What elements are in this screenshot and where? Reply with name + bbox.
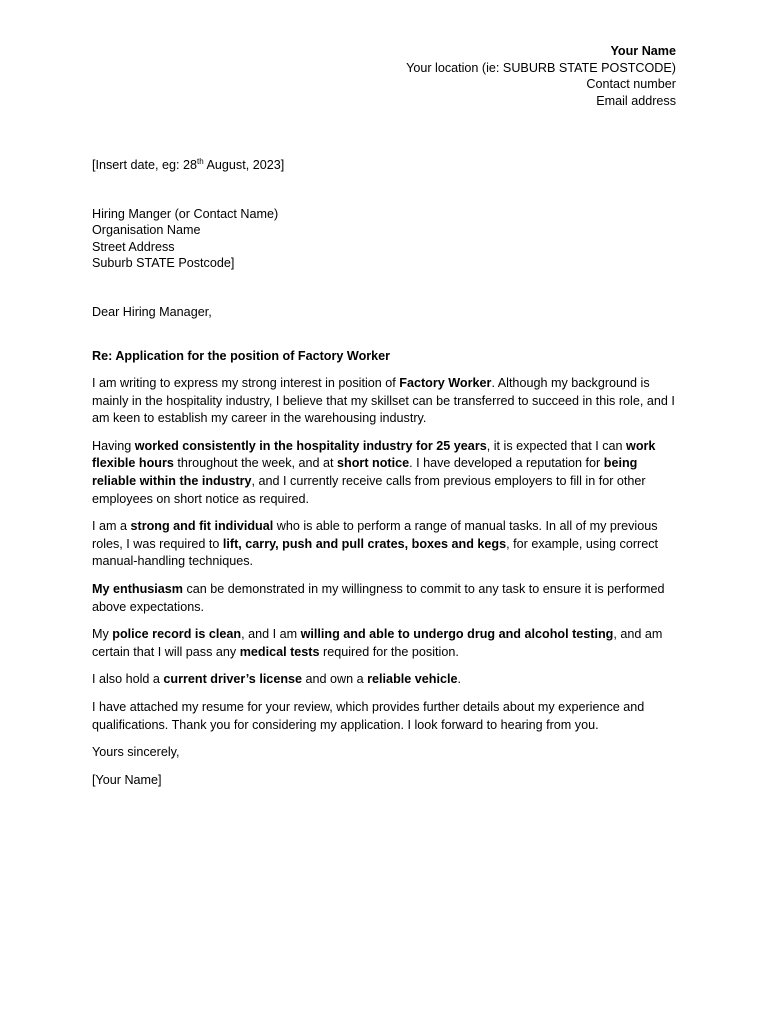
bold-run: reliable vehicle xyxy=(367,672,458,687)
date-prefix: [Insert date, eg: 28 xyxy=(92,158,198,172)
text-run: who is able to perform a range of manual tasks. In all of my previous roles, I was required to xyxy=(92,519,658,551)
text-run: I am writing to express my strong interest in position of xyxy=(92,376,400,390)
sender-email: Email address xyxy=(596,93,676,108)
text-run: My xyxy=(92,627,113,642)
date-ordinal: th xyxy=(197,156,204,166)
sender-phone: Contact number xyxy=(586,77,676,92)
text-run: required for the position. xyxy=(319,644,459,659)
letter-body xyxy=(92,375,678,799)
paragraph-2 xyxy=(92,438,678,508)
paragraph-1 xyxy=(92,375,678,428)
text-run: can be demonstrated in my willingness to commit to any task to ensure it is performed above expectations. xyxy=(92,581,665,614)
text-run: throughout the week, and at xyxy=(173,456,338,471)
recipient-block xyxy=(92,206,678,272)
text-run: , it is expected that I can xyxy=(486,438,627,453)
text-run: . xyxy=(457,672,461,687)
bold-run: medical tests xyxy=(239,644,320,659)
date-suffix: August, 2023] xyxy=(203,158,285,172)
subject-line: Re: Application for the position of Factory Worker xyxy=(92,349,391,363)
text-run: , for example, using correct manual-handling techniques. xyxy=(92,536,659,569)
recipient-street: Street Address xyxy=(92,239,175,254)
paragraph-5 xyxy=(92,626,678,661)
text-run: and own a xyxy=(302,672,368,687)
text-run: , and I am xyxy=(241,627,301,642)
sender-name: Your Name xyxy=(610,44,676,58)
text-run: Having xyxy=(92,438,135,453)
closing: Yours sincerely, xyxy=(92,745,180,760)
letter-date xyxy=(92,157,678,175)
paragraph-4 xyxy=(92,581,678,616)
signature: [Your Name] xyxy=(92,772,162,787)
text-run: I also hold a xyxy=(92,672,164,687)
text-run: . Although my background is mainly in the hospitality industry, I believe that my skillset can be transferred to succeed in this role, and I am keen to establish my career in the warehousing industry. xyxy=(92,376,675,426)
bold-run: willing and able to undergo drug and alcohol testing xyxy=(300,627,614,642)
text-run: , and I currently receive calls from previous employers to fill in for other employees on short notice as required. xyxy=(92,473,646,506)
sender-block xyxy=(406,43,676,109)
bold-run: strong and fit individual xyxy=(130,519,274,534)
recipient-contact: Hiring Manger (or Contact Name) xyxy=(92,207,279,221)
text-run: , and am certain that I will pass any xyxy=(92,627,663,659)
bold-run: police record is clean xyxy=(112,627,242,642)
paragraph-3 xyxy=(92,518,678,571)
paragraph-7 xyxy=(92,699,678,734)
recipient-organisation: Organisation Name xyxy=(92,223,201,238)
salutation: Dear Hiring Manager, xyxy=(92,305,212,319)
text-run: I have attached my resume for your review, which provides further details about my experience and qualifications. Thank you for considering my application. I look forward to hearing from you. xyxy=(92,699,645,732)
paragraph-6 xyxy=(92,671,678,689)
bold-run: work flexible hours xyxy=(92,438,656,471)
text-run: I am a xyxy=(92,519,131,534)
sender-location: Your location (ie: SUBURB STATE POSTCODE) xyxy=(406,60,676,75)
bold-run: worked consistently in the hospitality industry for 25 years xyxy=(134,438,487,453)
bold-run: current driver’s license xyxy=(163,672,303,687)
bold-run: Factory Worker xyxy=(399,376,492,390)
bold-run: My enthusiasm xyxy=(92,581,183,596)
bold-run: lift, carry, push and pull crates, boxes and kegs xyxy=(222,536,507,551)
bold-run: short notice xyxy=(337,456,410,471)
text-run: . I have developed a reputation for xyxy=(409,456,604,471)
recipient-suburb: Suburb STATE Postcode] xyxy=(92,256,235,271)
bold-run: being reliable within the industry xyxy=(92,456,638,488)
